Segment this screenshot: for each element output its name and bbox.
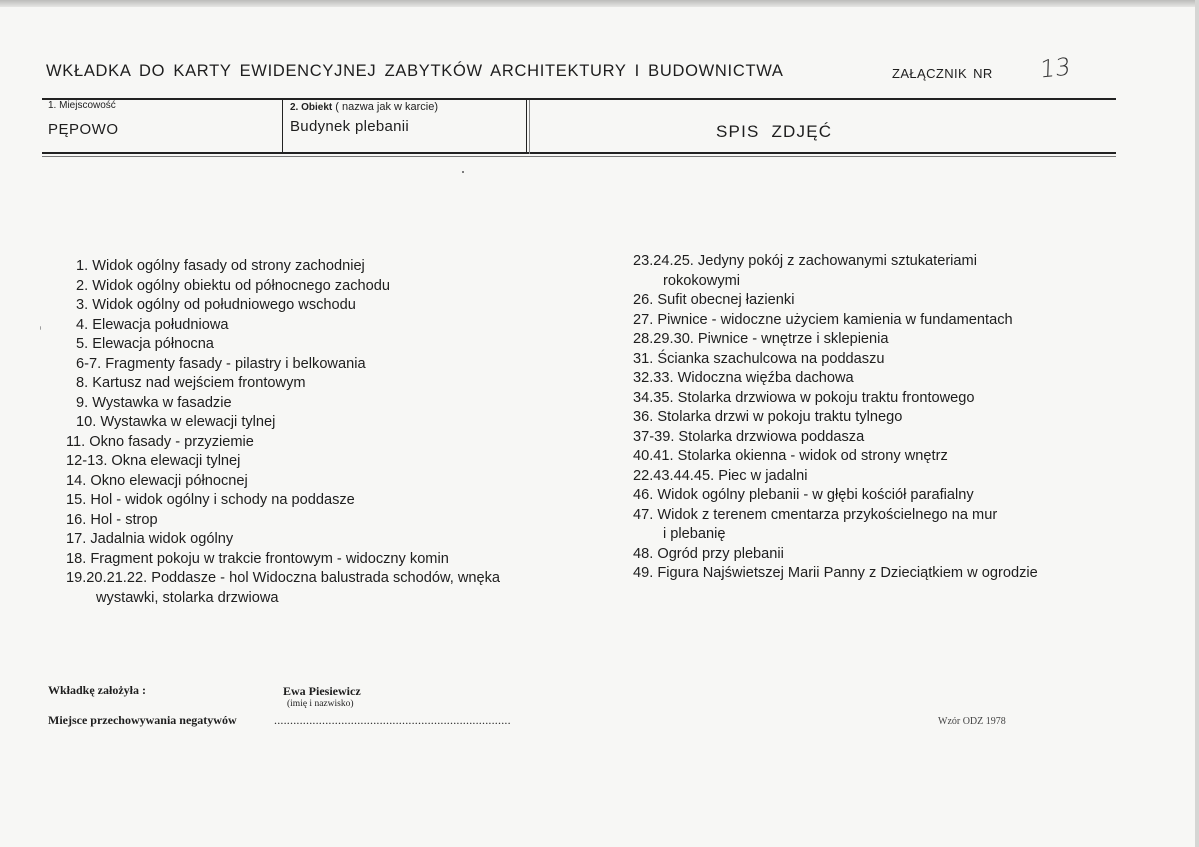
photo-list-item: 3. Widok ogólny od południowego wschodu [76, 297, 356, 313]
photo-list-item: 34.35. Stolarka drzwiowa w pokoju traktu frontowego [633, 389, 975, 406]
photo-list-item: 49. Figura Najświetszej Marii Panny z Dzieciątkiem w ogrodzie [633, 565, 1038, 581]
photo-list-item: 6-7. Fragmenty fasady - pilastry i belkowania [76, 355, 366, 372]
photo-list-item: 16. Hol - strop [66, 511, 158, 528]
table-top-border [42, 98, 1116, 100]
photo-list-item: 5. Elewacja północna [76, 336, 214, 352]
scan-speck [40, 326, 41, 330]
template-mark: Wzór ODZ 1978 [938, 716, 1006, 727]
photo-list-item: 2. Widok ogólny obiektu od północnego zachodu [76, 277, 390, 294]
negatives-label: Miejsce przechowywania negatywów [48, 713, 237, 727]
photo-list-item: 31. Ścianka szachulcowa na poddaszu [633, 350, 885, 367]
attachment-label: ZAŁĄCZNIK NR [892, 66, 993, 81]
photo-list-item: 1. Widok ogólny fasady od strony zachodniej [76, 258, 365, 274]
created-by-name: Ewa Piesiewicz [283, 684, 361, 698]
object-label-main: 2. Obiekt [290, 102, 333, 113]
object-label-note: ( nazwa jak w karcie) [332, 101, 439, 113]
photo-list-left [66, 257, 500, 608]
photo-list-item: 12-13. Okna elewacji tylnej [66, 453, 241, 469]
scan-edge-top [0, 0, 1199, 7]
created-by-note: (imię i nazwisko) [287, 699, 354, 709]
photo-list-item: 37-39. Stolarka drzwiowa poddasza [633, 428, 865, 445]
table-divider-2b [529, 100, 530, 154]
photo-list-item: 18. Fragment pokoju w trakcie frontowym - widoczny komin [66, 550, 449, 567]
table-divider-1 [282, 100, 283, 154]
photo-list-item: 9. Wystawka w fasadzie [76, 394, 232, 411]
section-title: SPIS ZDJĘĆ [716, 122, 833, 141]
attachment-number-handwritten: 13 [1039, 52, 1071, 84]
scan-speck [462, 171, 464, 173]
photo-list-item: 19.20.21.22. Poddasze - hol Widoczna balustrada schodów, wnęka [66, 570, 501, 586]
photo-list-item: 14. Okno elewacji północnej [66, 472, 248, 489]
document-title: WKŁADKA DO KARTY EWIDENCYJNEJ ZABYTKÓW ARCHITEKTURY I BUDOWNICTWA [46, 62, 784, 80]
photo-list-item-continued: i plebanię [663, 526, 726, 542]
table-bottom-border-thin [42, 156, 1116, 157]
negatives-dotted-line: .......................................................................... [274, 713, 511, 727]
location-value: PĘPOWO [48, 121, 119, 138]
photo-list-item: 17. Jadalnia widok ogólny [66, 531, 234, 547]
photo-list-item: 15. Hol - widok ogólny i schody na poddasze [66, 492, 355, 508]
photo-list-item: 32.33. Widoczna więźba dachowa [633, 370, 854, 386]
table-divider-2 [526, 100, 527, 154]
photo-list-item: 26. Sufit obecnej łazienki [633, 292, 795, 308]
photo-list-item: 10. Wystawka w elewacji tylnej [76, 414, 276, 430]
photo-list-item: 22.43.44.45. Piec w jadalni [633, 467, 808, 484]
photo-list-right [633, 252, 1038, 584]
photo-list-item: 27. Piwnice - widoczne użyciem kamienia w fundamentach [633, 311, 1013, 328]
photo-list-item: 40.41. Stolarka okienna - widok od strony wnętrz [633, 448, 948, 464]
scan-edge-right [1195, 0, 1199, 847]
photo-list-item: 4. Elewacja południowa [76, 316, 229, 333]
photo-list-item-continued: wystawki, stolarka drzwiowa [96, 589, 279, 606]
photo-list-item: 23.24.25. Jedyny pokój z zachowanymi sztukateriami [633, 253, 977, 269]
object-label [290, 101, 438, 113]
photo-list-item: 8. Kartusz nad wejściem frontowym [76, 375, 306, 391]
created-by-label: Wkładkę założyła : [48, 683, 146, 697]
photo-list-item: 48. Ogród przy plebanii [633, 545, 784, 562]
photo-list-item-continued: rokokowymi [663, 272, 741, 289]
table-bottom-border [42, 152, 1116, 154]
photo-list-item: 46. Widok ogólny plebanii - w głębi kościół parafialny [633, 487, 974, 503]
photo-list-item: 36. Stolarka drzwi w pokoju traktu tylnego [633, 409, 903, 425]
photo-list-item: 28.29.30. Piwnice - wnętrze i sklepienia [633, 331, 889, 347]
object-value: Budynek plebanii [290, 118, 410, 135]
photo-list-item: 47. Widok z terenem cmentarza przykościelnego na mur [633, 506, 998, 523]
photo-list-item: 11. Okno fasady - przyziemie [66, 433, 254, 450]
location-label: 1. Miejscowość [48, 100, 116, 111]
